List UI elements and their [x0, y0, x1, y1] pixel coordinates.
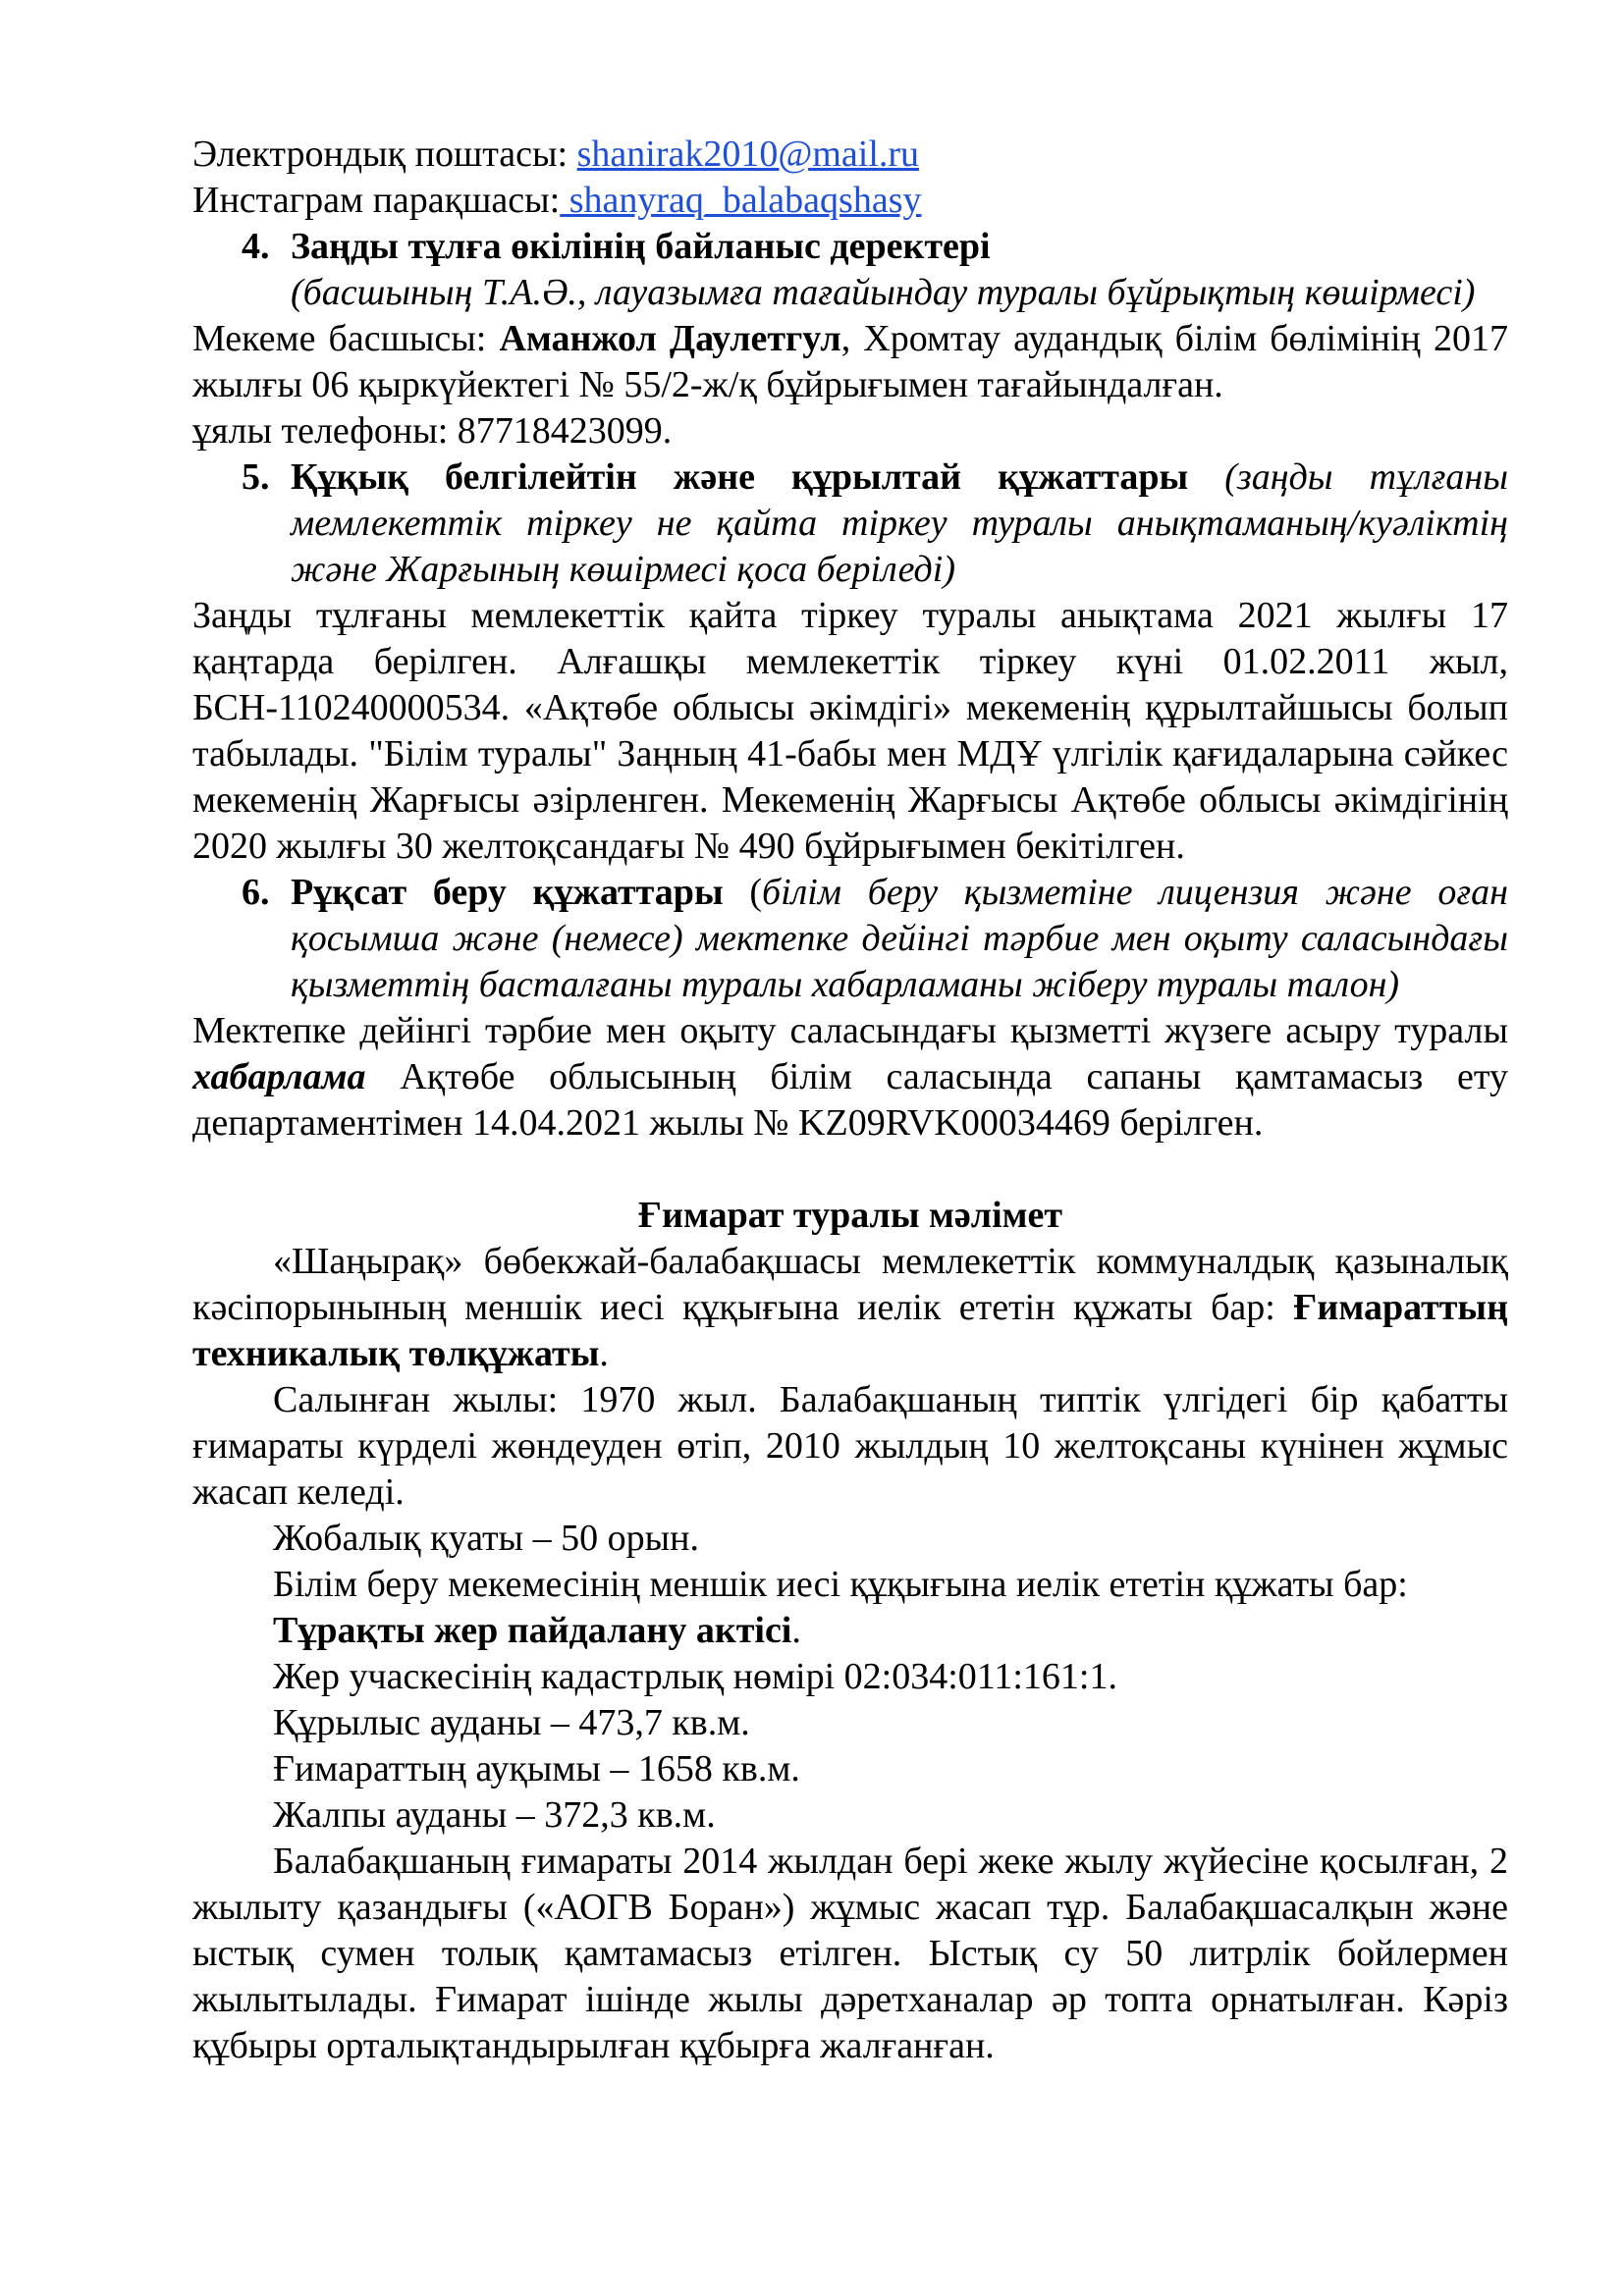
section-6: [242, 870, 1508, 1008]
email-link[interactable]: shanirak2010@mail.ru: [576, 133, 920, 175]
email-label: Электрондық поштасы:: [192, 133, 577, 175]
building-p3: Жобалық қуаты – 50 орын.: [273, 1518, 699, 1559]
building-heading: Ғимарат туралы мәлімет: [637, 1195, 1063, 1236]
building-p1: «Шаңырақ» бөбекжай-балабақшасы мемлекеттік коммуналдық қазыналық кәсіпорынының меншік иесі құқығына иелік ететін құжаты бар: Ғимараттың техникалық төлқұжаты.: [192, 1241, 1508, 1374]
section-5-note: (заңды тұлғаны мемлекеттік тіркеу не қайта тіркеу туралы анықтаманың/куәліктің және Жарғының көшірмесі қоса беріледі): [291, 456, 1508, 590]
instagram-label: Инстаграм парақшасы:: [192, 180, 561, 221]
document-content: [192, 132, 1508, 2069]
section-5-body: Заңды тұлғаны мемлекеттік қайта тіркеу туралы анықтама 2021 жылғы 17 қаңтарда берілген. Алғашқы мемлекеттік тіркеу күні 01.02.2011 жыл, БСН-110240000534. «Ақтөбе облысы әкімдігі» мекеменің құрылтайшысы болып табылады. "Білім туралы" Заңның 41-бабы мен МДҰ үлгілік қағидаларына сәйкес мекеменің Жарғысы әзірленген. Мекеменің Жарғысы Ақтөбе облысы әкімдігінің 2020 жылғы 30 желтоқсандағы № 490 бұйрығымен бекітілген.: [192, 595, 1508, 867]
section-4-title: Заңды тұлға өкілінің байланыс деректері: [291, 226, 991, 267]
section-5-number: 5.: [242, 456, 270, 498]
section-6-body: Мектепке дейінгі тәрбие мен оқыту саласындағы қызметті жүзеге асыру туралы хабарлама Ақтөбе облысының білім саласында сапаны қамтамасыз ету департаментімен 14.04.2021 жылы № KZ09RVK00034469 берілген.: [192, 1010, 1508, 1144]
building-p8: Жалпы ауданы – 372,3 кв.м.: [273, 1794, 716, 1836]
section-6-number: 6.: [242, 872, 270, 913]
head-name: Аманжол Даулетгул: [499, 318, 841, 359]
section-4-number: 4.: [242, 226, 270, 267]
section-4: [242, 224, 1508, 316]
instagram-line: [192, 178, 1508, 224]
section-4-body: [291, 224, 1508, 316]
building-p2: Салынған жылы: 1970 жыл. Балабақшаның типтік үлгідегі бір қабатты ғимараты күрделі жөндеуден өтіп, 2010 жылдың 10 желтоқсаны күнінен жұмыс жасап келеді.: [192, 1379, 1508, 1513]
section-6-heading: Рұқсат беру құжаттары (білім беру қызметіне лицензия және оған қосымша және (немесе) мектепке дейінгі тәрбие мен оқыту саласындағы қызметтің басталғаны туралы хабарламаны жіберу туралы талон): [291, 872, 1508, 1005]
notification-word: хабарлама: [192, 1056, 366, 1097]
email-line: [192, 132, 1508, 178]
building-p6: Құрылыс ауданы – 473,7 кв.м.: [273, 1702, 750, 1743]
phone-line: ұялы телефоны: 87718423099.: [192, 410, 673, 452]
section-6-title: Рұқсат беру құжаттары: [291, 872, 724, 913]
spacer: [192, 1147, 1508, 1193]
building-p9: Балабақшаның ғимараты 2014 жылдан бері жеке жылу жүйесіне қосылған, 2 жылыту қазандығы («АОГВ Боран») жұмыс жасап тұр. Балабақшасалқын және ыстық сумен толық қамтамасыз етілген. Ыстық су 50 литрлік бойлермен жылытылады. Ғимарат ішінде жылы дәретханалар әр топта орнатылған. Кәріз құбыры орталықтандырылған құбырға жалғанған.: [192, 1841, 1508, 2066]
instagram-link[interactable]: shanyraq_balabaqshasy: [560, 180, 922, 221]
section-4-note: (басшының Т.А.Ә., лауазымға тағайындау туралы бұйрықтың көшірмесі): [291, 272, 1476, 313]
section-4-text: Мекеме басшысы: Аманжол Даулетгул, Хромтау аудандық білім бөлімінің 2017 жылғы 06 қыркүйектегі № 55/2-ж/қ бұйрығымен тағайындалған.: [192, 318, 1508, 405]
section-5-heading: [291, 454, 1508, 593]
section-6-note: білім беру қызметіне лицензия және оған қосымша және (немесе) мектепке дейінгі тәрбие мен оқыту саласындағы қызметтің басталғаны туралы хабарламаны жіберу туралы талон): [291, 872, 1508, 1005]
section-5-title: Құқық белгілейтін және құрылтай құжаттары: [291, 456, 1189, 498]
building-p4: Білім беру мекемесінің меншік иесі құқығына иелік ететін құжаты бар:: [273, 1564, 1408, 1605]
building-p4-bold: Тұрақты жер пайдалану актісі.: [273, 1610, 801, 1651]
section-5: [242, 454, 1508, 593]
building-p7: Ғимараттың ауқымы – 1658 кв.м.: [273, 1748, 800, 1789]
building-p5: Жер учаскесінің кадастрлық нөмірі 02:034:011:161:1.: [273, 1656, 1117, 1697]
